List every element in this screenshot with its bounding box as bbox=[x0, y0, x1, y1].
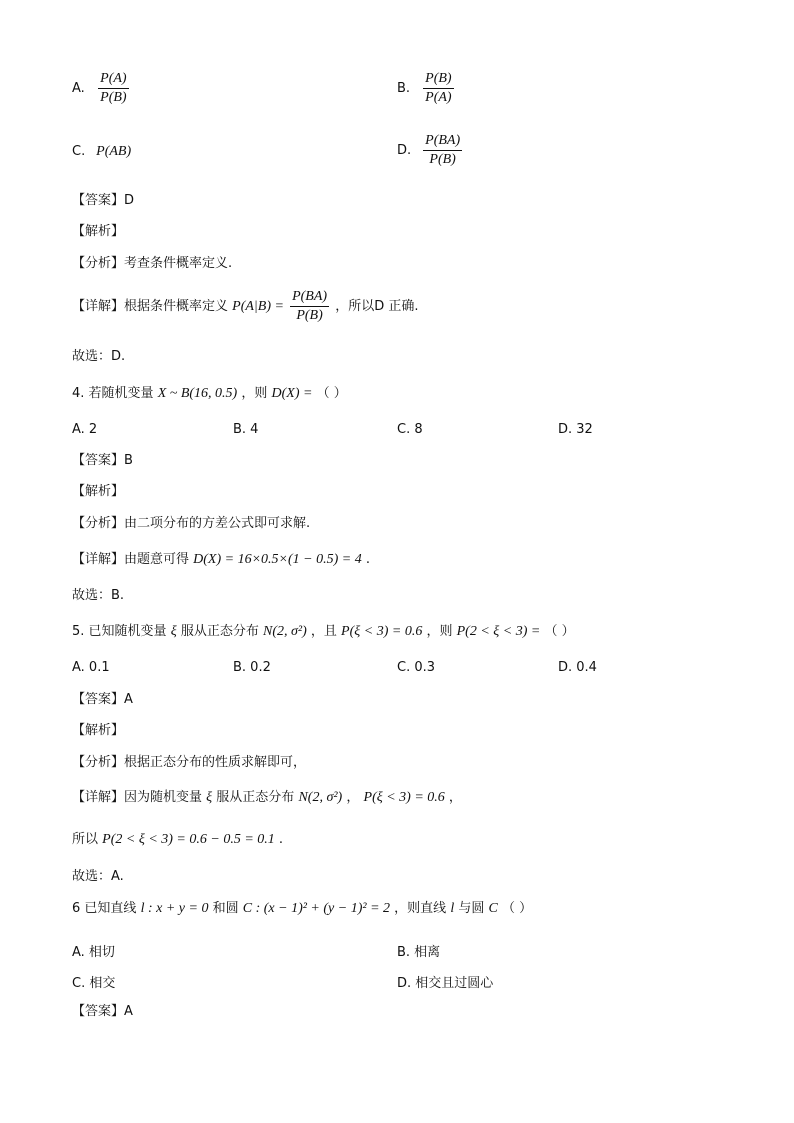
q3-jiexi: 【解析】 bbox=[72, 224, 125, 239]
q5-detail: 【详解】因为随机变量 ξ 服从正态分布 N(2, σ²) ， P(ξ < 3) = 0.6 ， bbox=[72, 790, 462, 805]
q5-option-d: D. 0.4 bbox=[558, 660, 597, 675]
q3-detail: 【详解】根据条件概率定义 P(A|B) = $\frac{P(BA)}{P(B)}$ ，所以D 正确. bbox=[72, 289, 419, 323]
q3-fenxi: 【分析】考查条件概率定义. bbox=[72, 256, 233, 271]
q5-option-c: C. 0.3 bbox=[397, 660, 436, 675]
q6-option-a: A. 相切 bbox=[72, 945, 115, 960]
q5-so: 所以 P(2 < ξ < 3) = 0.6 − 0.5 = 0.1 . bbox=[72, 832, 284, 847]
q5-option-b: B. 0.2 bbox=[233, 660, 271, 675]
q3-option-a: A. $\frac{P(A)}{P(B)}$ bbox=[72, 71, 127, 105]
q4-detail: 【详解】由题意可得 D(X) = 16×0.5×(1 − 0.5) = 4 . bbox=[72, 552, 370, 567]
q4-stem: 4. 若随机变量 X ~ B(16, 0.5) ，则 D(X) = （ ） bbox=[72, 386, 347, 401]
q3-option-b: B. $\frac{P(B)}{P(A)}$ bbox=[397, 71, 452, 105]
q4-option-a: A. 2 bbox=[72, 422, 98, 437]
q6-answer: 【答案】A bbox=[72, 1004, 133, 1019]
q5-answer: 【答案】A bbox=[72, 692, 133, 707]
q3-answer: 【答案】D bbox=[72, 193, 135, 208]
q6-option-c: C. 相交 bbox=[72, 976, 116, 991]
q6-option-d: D. 相交且过圆心 bbox=[397, 976, 494, 991]
q4-option-d: D. 32 bbox=[558, 422, 593, 437]
q3-choose: 故选：D. bbox=[72, 349, 126, 364]
fraction: $\frac{P(A)}{P(B)}$ bbox=[100, 71, 127, 105]
q4-option-b: B. 4 bbox=[233, 422, 259, 437]
fraction: $\frac{P(BA)}{P(B)}$ bbox=[425, 133, 461, 167]
q4-answer: 【答案】B bbox=[72, 453, 133, 468]
q5-choose: 故选：A. bbox=[72, 869, 124, 884]
q5-jiexi: 【解析】 bbox=[72, 723, 125, 738]
fraction: $\frac{P(B)}{P(A)}$ bbox=[425, 71, 452, 105]
q4-jiexi: 【解析】 bbox=[72, 484, 125, 499]
q5-fenxi: 【分析】根据正态分布的性质求解即可， bbox=[72, 755, 307, 770]
q4-option-c: C. 8 bbox=[397, 422, 423, 437]
q4-choose: 故选：B. bbox=[72, 588, 125, 603]
q6-stem: 6 已知直线 l : x + y = 0 和圆 C : (x − 1)² + (y − 1)² = 2 ，则直线 l 与圆 C （ ） bbox=[72, 901, 533, 916]
fraction: $\frac{P(BA)}{P(B)}$ bbox=[292, 289, 328, 323]
q4-fenxi: 【分析】由二项分布的方差公式即可求解. bbox=[72, 516, 311, 531]
q5-stem: 5. 已知随机变量 ξ 服从正态分布 N(2, σ²) ，且 P(ξ < 3) = 0.6 ，则 P(2 < ξ < 3) = （ ） bbox=[72, 624, 575, 639]
q6-option-b: B. 相离 bbox=[397, 945, 441, 960]
q3-option-c: C. P(AB) bbox=[72, 144, 132, 159]
q5-option-a: A. 0.1 bbox=[72, 660, 110, 675]
q3-option-d: D. $\frac{P(BA)}{P(B)}$ bbox=[397, 133, 461, 167]
